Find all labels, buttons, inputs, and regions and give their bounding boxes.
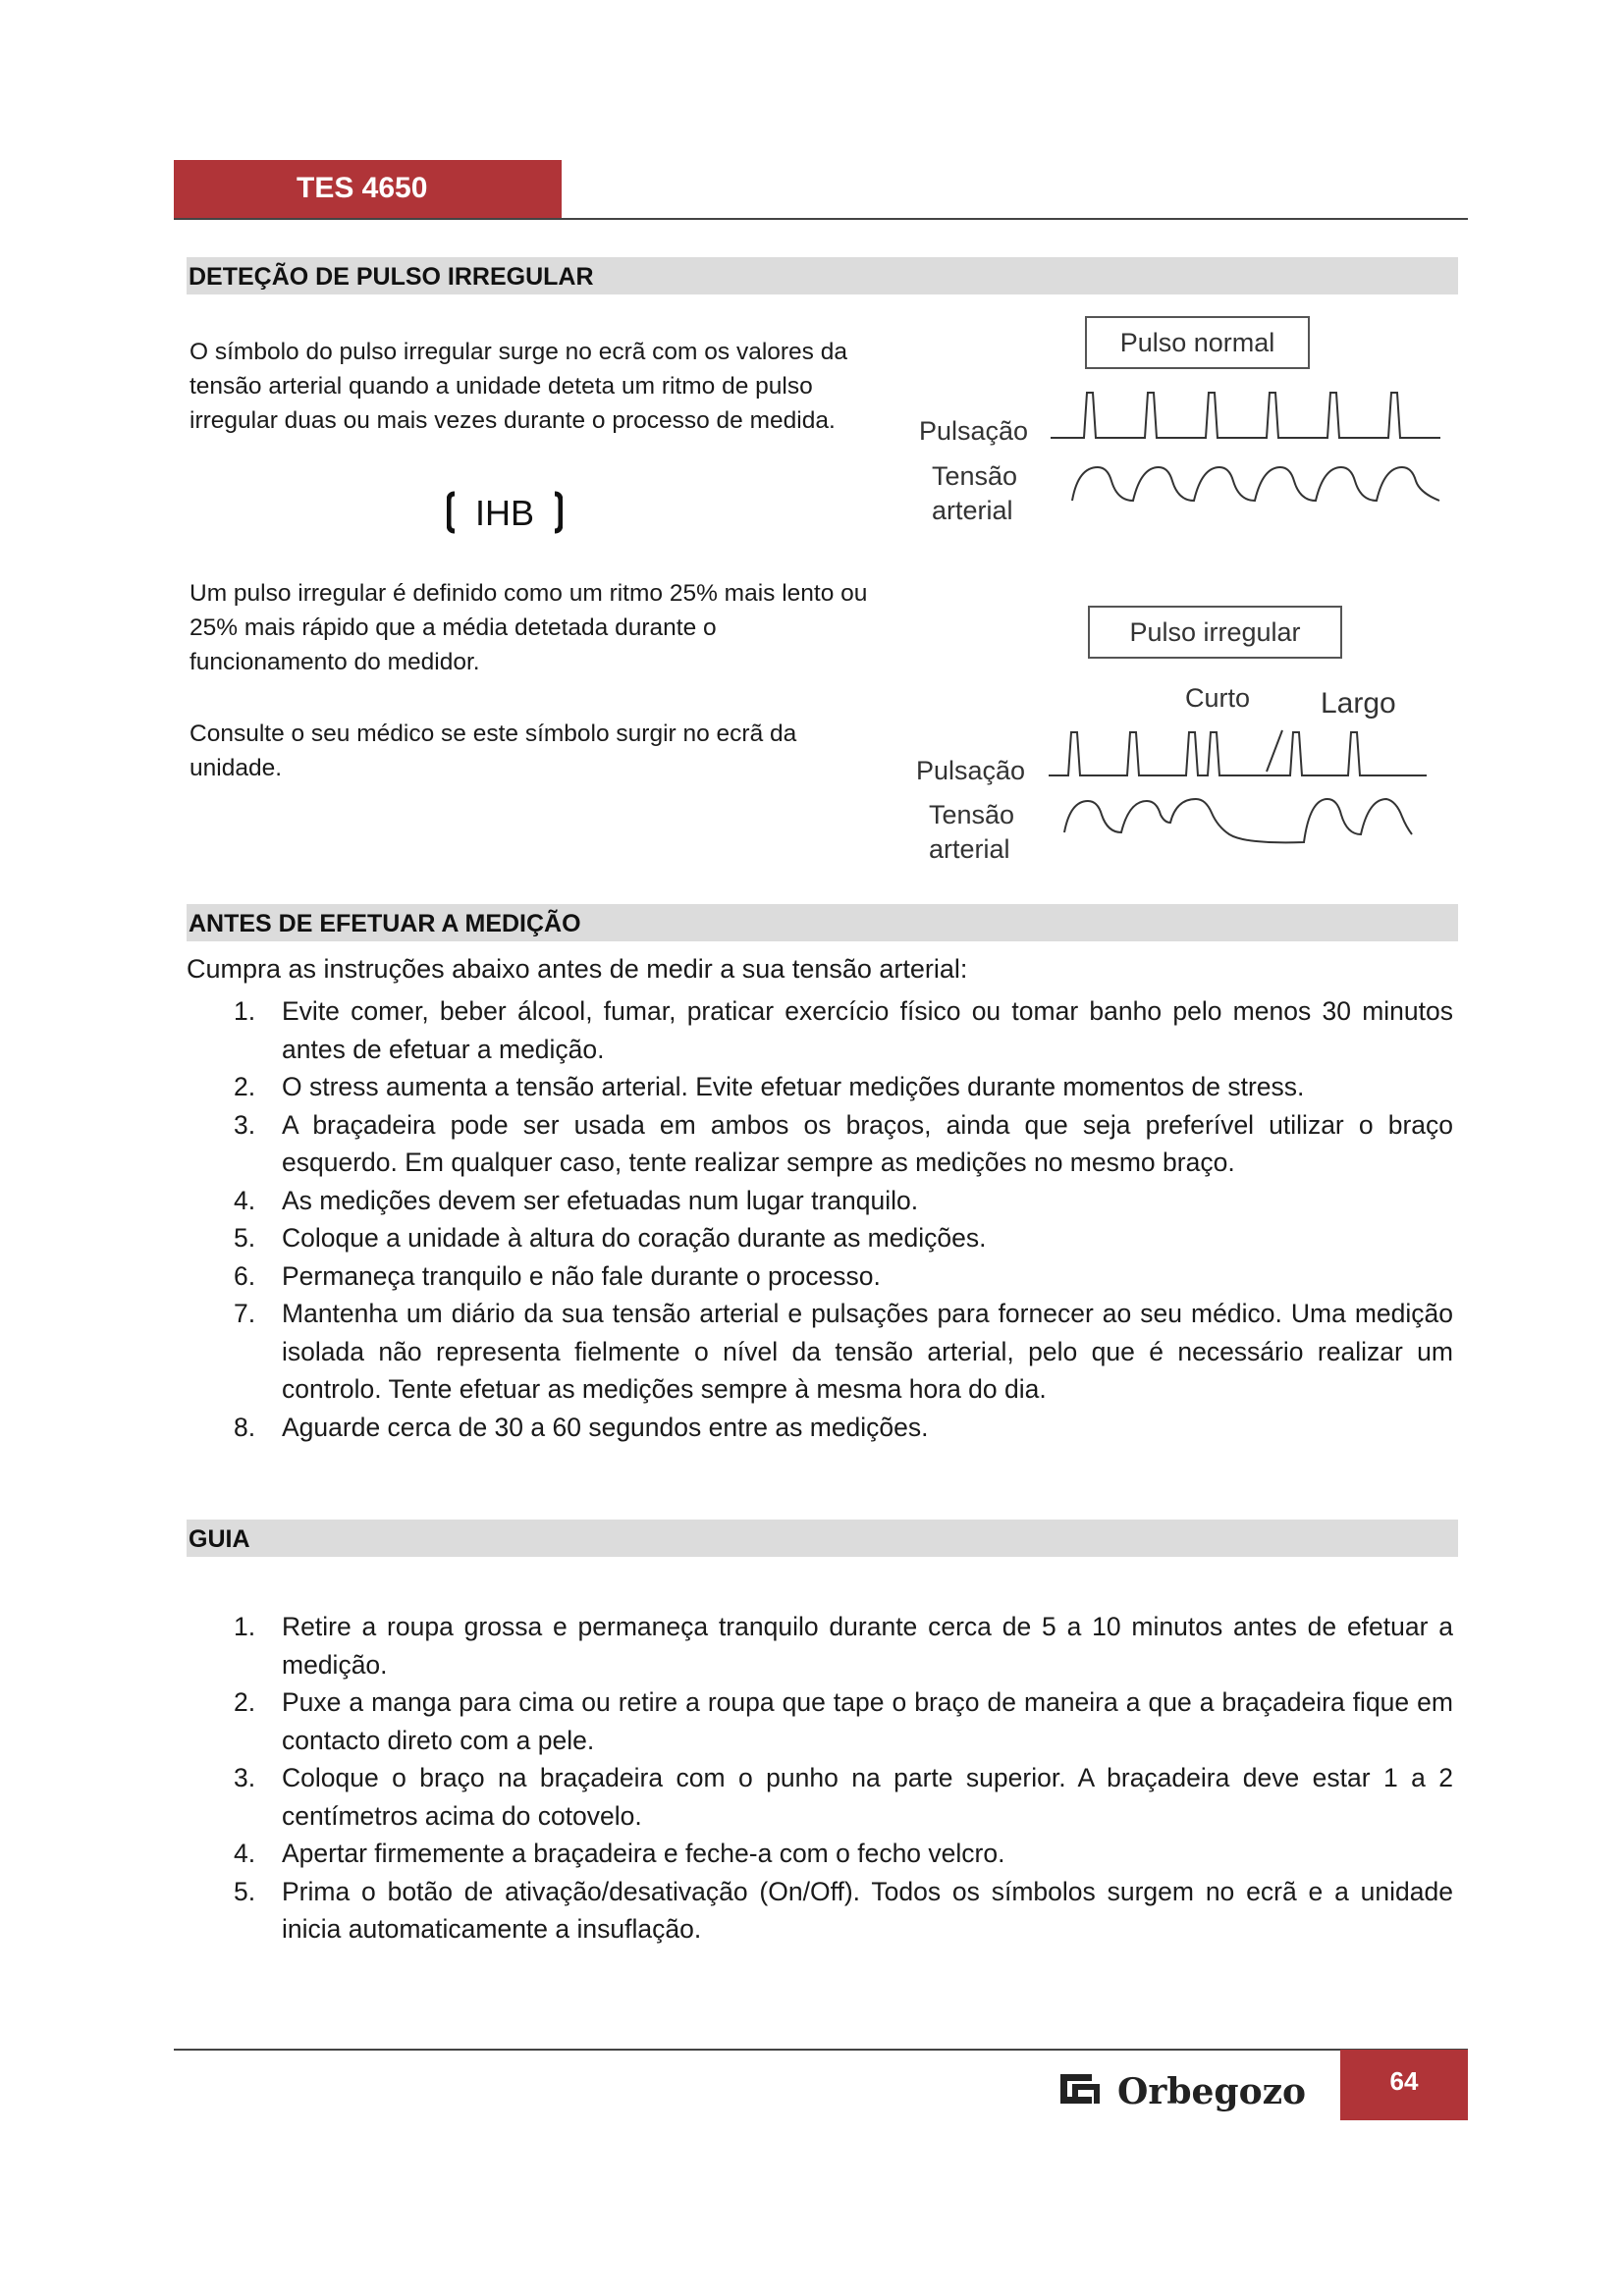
list-item-text: Prima o botão de ativação/desativação (On/Off). Todos os símbolos surgem no ecrã e a unidade inicia automaticamente a insuflação. [282,1876,1453,1944]
page-number-box [1340,2050,1468,2120]
list-item-text: Permaneça tranquilo e não fale durante o processo. [282,1260,881,1291]
normal-pulse-title: Pulso normal [1119,327,1275,357]
ihb-symbol-icon [447,491,563,534]
list-item-text: A braçadeira pode ser usada em ambos os braços, ainda que seja preferível utilizar o braço esquerdo. Em qualquer caso, tente realizar sempre as medições no mesmo braço. [282,1109,1453,1177]
list-item-number: 8. [234,1412,256,1442]
brand-text: Orbegozo [1117,2071,1307,2111]
irregular-pulse-waveform [1049,726,1441,854]
list-item-number: 2. [234,1687,256,1717]
list-item-number: 4. [234,1839,256,1868]
page-number: 64 [1389,2066,1419,2096]
model-title: TES 4650 [297,172,428,204]
list-item-number: 2. [234,1072,256,1101]
list-item-text: Apertar firmemente a braçadeira e feche-a com o fecho velcro. [282,1839,1005,1868]
list-item [187,1759,1453,1835]
list-item [187,1295,1453,1409]
footer-divider [174,2049,1468,2051]
list-item-number: 7. [234,1299,256,1328]
list-item-number: 1. [234,1612,256,1641]
header-divider [174,218,1468,220]
list-item [187,1409,1453,1447]
list-item-text: Aguarde cerca de 30 a 60 segundos entre as medições. [282,1412,929,1442]
section-heading-irregular-pulse [187,257,1458,294]
list-item-number: 3. [234,1109,256,1140]
list-item [187,1106,1453,1182]
list-item-text: Coloque a unidade à altura do coração durante as medições. [282,1223,987,1253]
list-item-text: As medições devem ser efetuadas num lugar tranquilo. [282,1185,919,1215]
short-label: Curto [1185,683,1251,713]
irregular-pulse-label: Pulsação [916,756,1026,785]
normal-pressure-label-1: Tensão [932,461,1018,491]
list-item-number: 5. [234,1876,256,1906]
list-item [187,1683,1453,1759]
list-item [187,1219,1453,1257]
ihb-symbol-text: IHB [474,493,535,533]
long-label: Largo [1321,687,1396,720]
normal-pressure-label-2: arterial [932,496,1013,525]
normal-pulse-label: Pulsação [919,416,1029,446]
list-item [187,992,1453,1068]
section-title: ANTES DE EFETUAR A MEDIÇÃO [189,910,581,937]
orbegozo-logo [1058,2066,1319,2111]
section-title: GUIA [189,1525,250,1553]
list-item [187,1182,1453,1220]
before-measurement-intro: Cumpra as instruções abaixo antes de medir a sua tensão arterial: [187,954,968,984]
section-heading-before-measurement [187,904,1458,941]
irregular-pulse-paragraph-1: O símbolo do pulso irregular surge no ecrã com os valores da tensão arterial quando a unidade deteta um ritmo de pulso irregular duas ou mais vezes durante o processo de medida. [189,339,847,434]
list-item [187,1873,1453,1949]
header-tab [174,160,562,219]
list-item-text: Retire a roupa grossa e permaneça tranquilo durante cerca de 5 a 10 minutos antes de efetuar a medição. [282,1612,1453,1680]
list-item [187,1068,1453,1106]
irregular-pulse-paragraph-2: Um pulso irregular é definido como um ritmo 25% mais lento ou 25% mais rápido que a média detetada durante o funcionamento do medidor. [189,580,868,675]
list-item-number: 1. [234,996,256,1026]
list-item-number: 3. [234,1763,256,1792]
list-item-text: O stress aumenta a tensão arterial. Evite efetuar medições durante momentos de stress. [282,1072,1305,1101]
list-item [187,1608,1453,1683]
list-item-number: 4. [234,1185,256,1215]
list-item-number: 5. [234,1223,256,1253]
irregular-pulse-paragraph-3: Consulte o seu médico se este símbolo surgir no ecrã da unidade. [189,721,797,781]
irregular-pressure-label-2: arterial [929,834,1010,864]
list-item [187,1257,1453,1296]
section-title: DETEÇÃO DE PULSO IRREGULAR [189,263,594,291]
list-item-text: Puxe a manga para cima ou retire a roupa que tape o braço de maneira a que a braçadeira fique em contacto direto com a pele. [282,1687,1453,1755]
normal-pulse-title-box [1085,316,1310,369]
before-measurement-list [187,992,1453,1446]
irregular-pulse-title: Pulso irregular [1129,616,1301,647]
section-heading-guide [187,1520,1458,1557]
list-item-text: Mantenha um diário da sua tensão arterial e pulsações para fornecer ao seu médico. Uma medição isolada não representa fielmente o nível da tensão arterial, pelo que é necessário realizar um controlo. Tente efetuar as medições sempre à mesma hora do dia. [282,1299,1453,1404]
irregular-pressure-label-1: Tensão [929,800,1015,829]
list-item-text: Coloque o braço na braçadeira com o punho na parte superior. A braçadeira deve estar 1 a 2 centímetros acima do cotovelo. [282,1763,1453,1831]
normal-pulse-waveform [1051,385,1443,512]
list-item [187,1835,1453,1873]
list-item-number: 6. [234,1260,256,1291]
list-item-text: Evite comer, beber álcool, fumar, praticar exercício físico ou tomar banho pelo menos 30 minutos antes de efetuar a medição. [282,996,1453,1064]
irregular-pulse-title-box [1088,606,1342,659]
guide-list [187,1608,1453,1949]
